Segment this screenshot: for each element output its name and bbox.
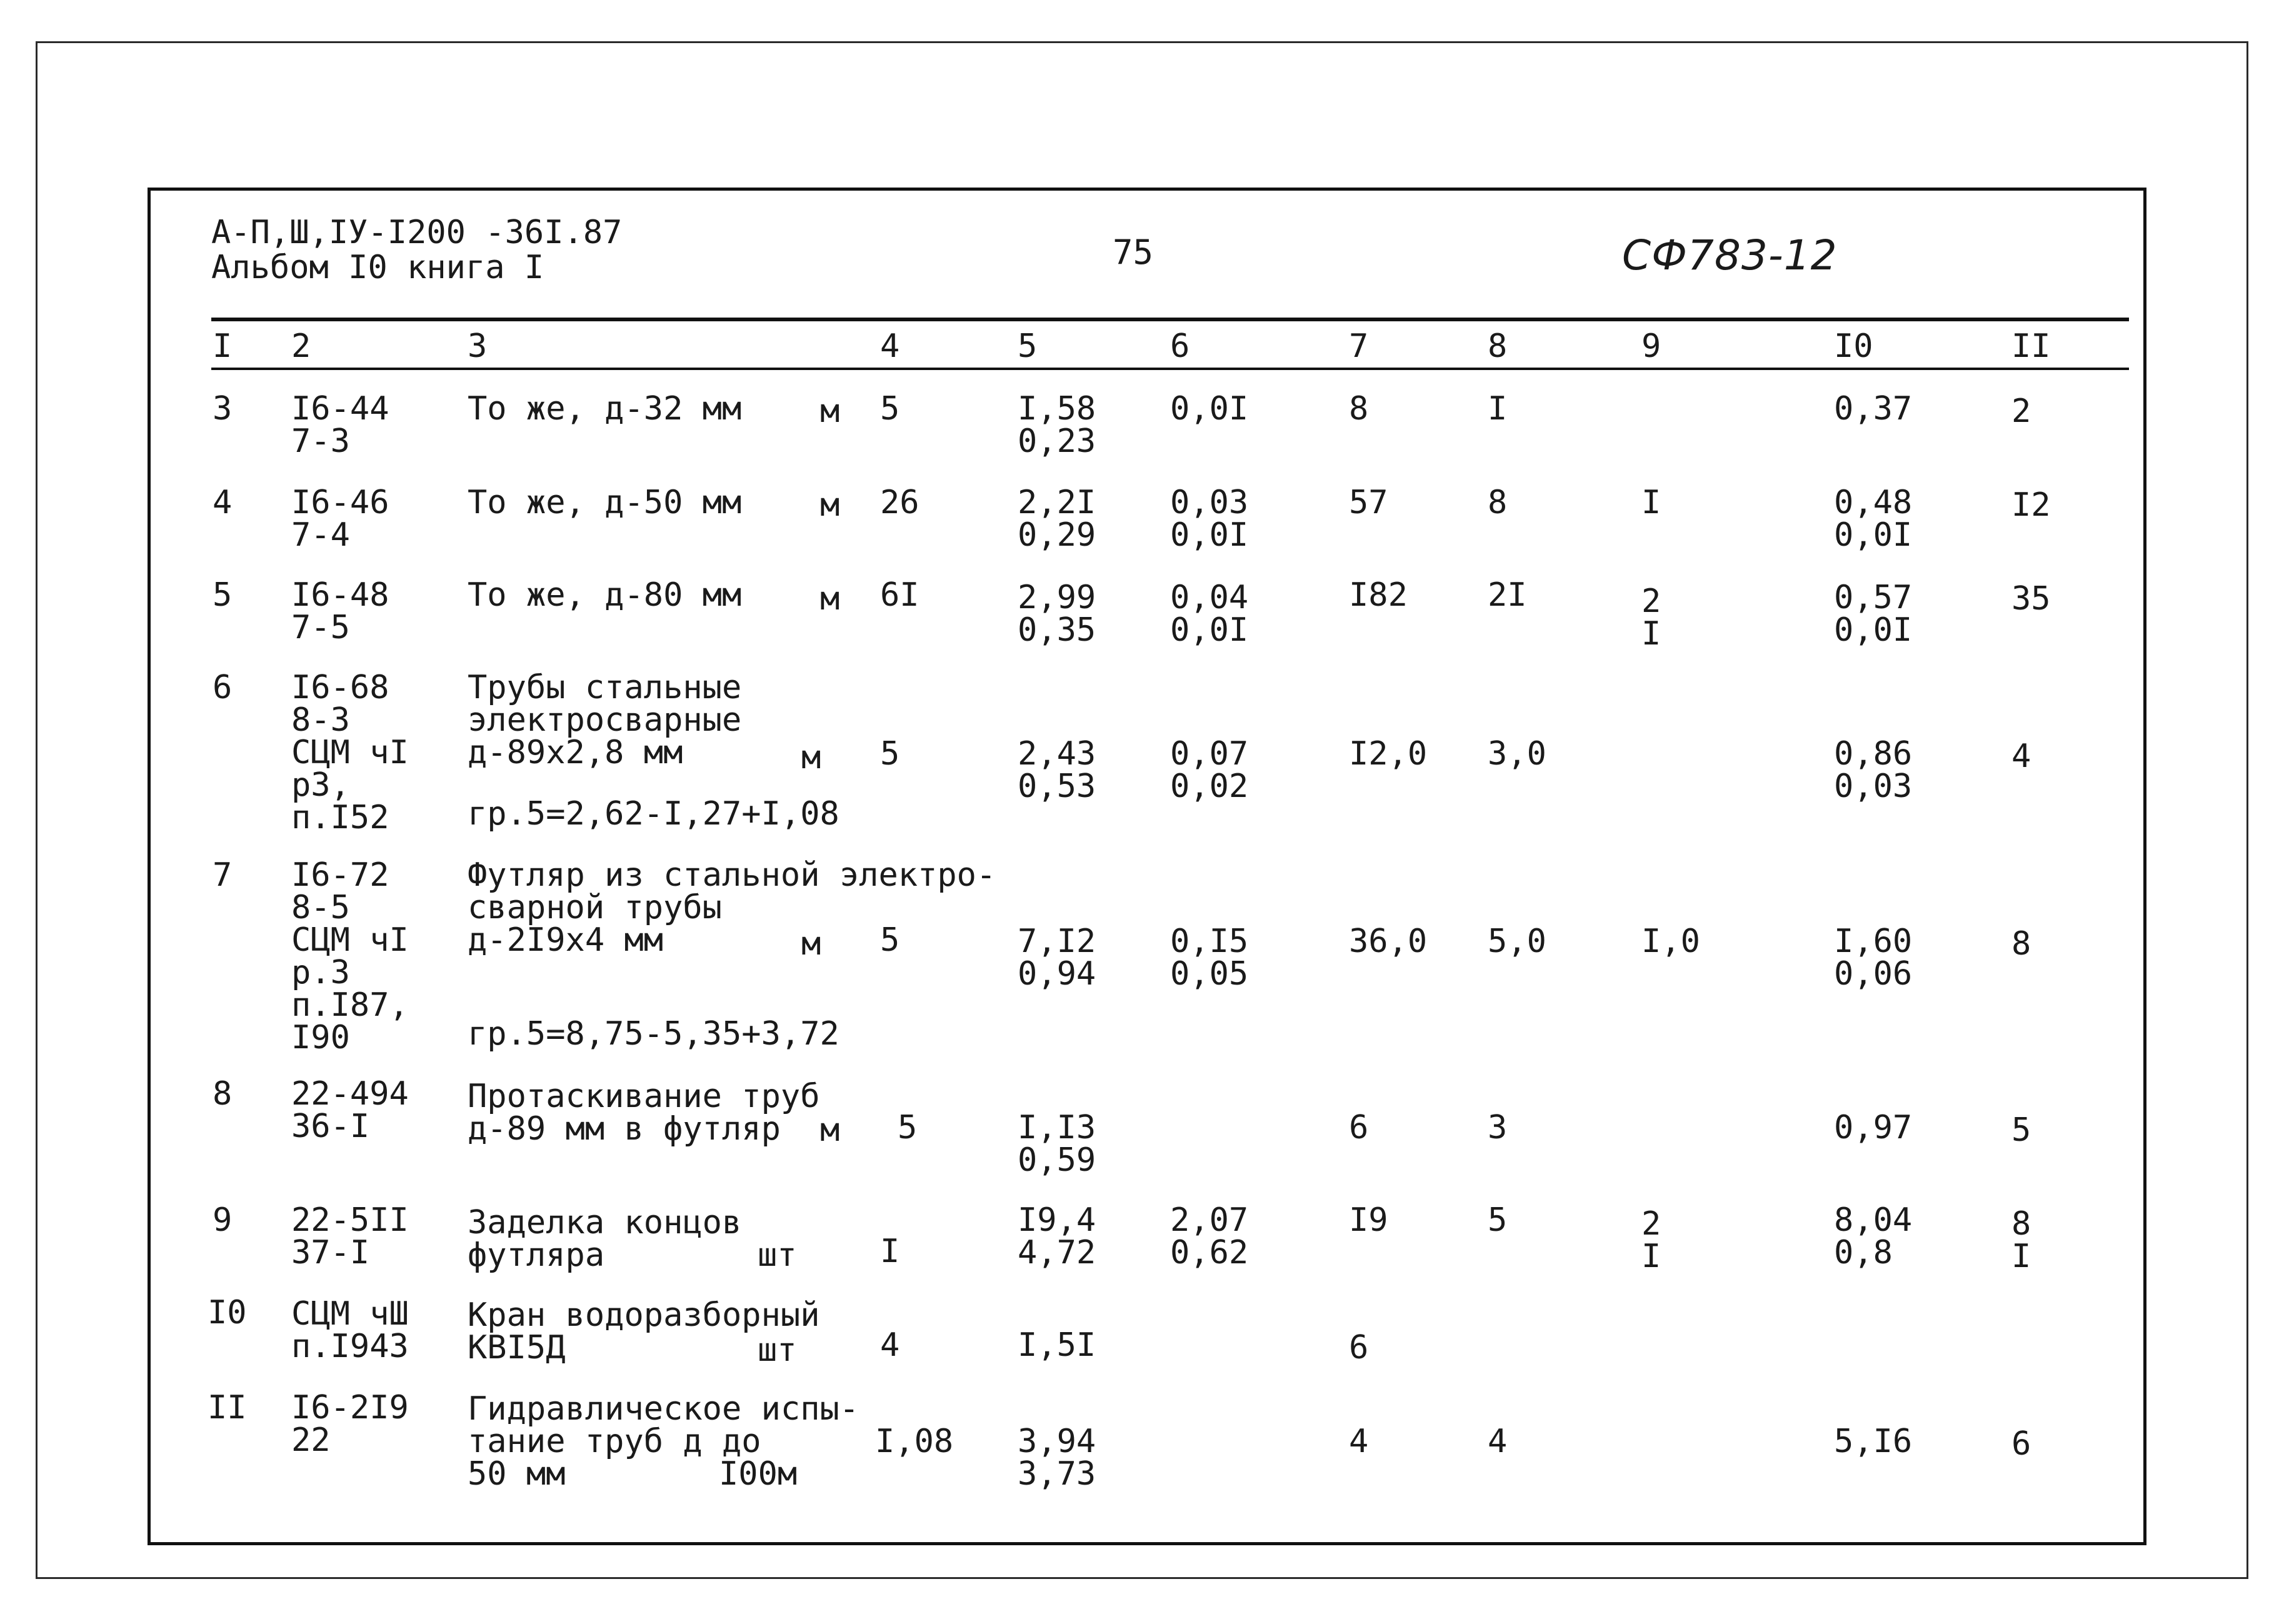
quantity: 5 [898,1109,918,1146]
work-name: Протаскивание труб д-89 мм в футляр [468,1078,820,1148]
album-label: Альбом I0 книга I [211,249,544,286]
work-name: Гидравлическое испы- тание труб д до 50 мм [468,1390,859,1493]
quantity: 6I [880,576,919,614]
rate-code: I6-72 8-5 СЦМ чI р.3 п.I87, I90 [291,856,409,1056]
rate-code: 22-5II 37-I [291,1201,409,1271]
col5-value: 2,2I 0,29 [1018,484,1096,554]
row-number: 5 [213,576,233,614]
work-name: Заделка концов футляра [468,1204,742,1274]
column-header: II [2011,328,2051,365]
row-number: II [208,1389,247,1426]
col11-value: 5 [2011,1111,2031,1149]
col6-value: 0,03 0,0I [1170,484,1249,554]
unit: м [820,580,840,618]
col10-value: 0,48 0,0I [1834,484,1913,554]
unit: м [801,925,821,963]
row-number: 3 [213,390,233,428]
rate-code: I6-2I9 22 [291,1389,409,1459]
row-number: 7 [213,856,233,894]
col7-value: 8 [1349,390,1369,428]
col6-value: 2,07 0,62 [1170,1201,1249,1271]
col8-value: 3 [1488,1109,1508,1146]
col8-value: 2I [1488,576,1527,614]
col7-value: 4 [1349,1423,1369,1460]
col6-value: 0,07 0,02 [1170,735,1249,805]
col5-value: I,5I [1018,1326,1096,1364]
col11-value: 35 [2011,580,2051,618]
col11-value: 8 [2011,925,2031,963]
col7-value: 36,0 [1349,923,1428,960]
col9-value: 2 I [1641,583,1661,653]
col8-value: 5 [1488,1201,1508,1239]
quantity: I,08 [875,1423,954,1460]
unit: м [801,739,821,776]
calculation-note: гр.5=8,75-5,35+3,72 [468,1015,839,1053]
col8-value: 8 [1488,484,1508,521]
work-name: То же, д-50 мм [468,484,742,521]
col11-value: 2 [2011,393,2031,430]
col11-value: I2 [2011,486,2051,524]
col11-value: 6 [2011,1425,2031,1463]
col8-value: I [1488,390,1508,428]
col5-value: 7,I2 0,94 [1018,923,1096,993]
rate-code: 22-494 36-I [291,1075,409,1145]
rate-code: СЦМ чШ п.I943 [291,1295,409,1365]
col7-value: I2,0 [1349,735,1428,773]
work-name: Футляр из стальной электро- сварной трубы д-2I9х4 мм [468,856,996,959]
table-top-rule [211,318,2129,321]
rate-code: I6-46 7-4 [291,484,389,554]
col5-value: I9,4 4,72 [1018,1201,1096,1271]
rate-code: I6-48 7-5 [291,576,389,646]
row-number: 8 [213,1075,233,1113]
col7-value: 57 [1349,484,1388,521]
column-header: 2 [291,328,311,365]
col10-value: 0,57 0,0I [1834,579,1913,649]
col11-value: 8 I [2011,1205,2031,1275]
col5-value: 2,99 0,35 [1018,579,1096,649]
quantity: 26 [880,484,919,521]
column-header: 9 [1641,328,1661,365]
row-number: 4 [213,484,233,521]
work-name: То же, д-80 мм [468,576,742,614]
row-number: 9 [213,1201,233,1239]
work-name: Кран водоразборный КВI5Д [468,1296,820,1366]
column-header: 7 [1349,328,1369,365]
unit: шт [758,1236,797,1274]
col10-value: 0,86 0,03 [1834,735,1913,805]
col6-value: 0,I5 0,05 [1170,923,1249,993]
col8-value: 4 [1488,1423,1508,1460]
document-designation: А-П,Ш,IУ-I200 -36I.87 [211,214,623,251]
unit: I00м [719,1455,798,1493]
row-number: 6 [213,669,233,706]
col11-value: 4 [2011,738,2031,775]
unit: м [820,1111,840,1149]
page-number: 75 [1113,233,1154,272]
quantity: 5 [880,921,900,959]
unit: м [820,486,840,524]
col6-value: 0,0I [1170,390,1249,428]
work-name: То же, д-32 мм [468,390,742,428]
sheet-code: СФ783-12 [1622,231,1838,279]
quantity: 5 [880,735,900,773]
col10-value: 0,97 [1834,1109,1913,1146]
col8-value: 3,0 [1488,735,1546,773]
col9-value: I [1641,484,1661,521]
column-header: 5 [1018,328,1038,365]
col5-value: I,I3 0,59 [1018,1109,1096,1179]
column-header: I [213,328,233,365]
col7-value: I9 [1349,1201,1388,1239]
quantity: I [880,1233,900,1270]
col7-value: 6 [1349,1109,1369,1146]
rate-code: I6-68 8-3 СЦМ чI р3, п.I52 [291,669,409,836]
calculation-note: гр.5=2,62-I,27+I,08 [468,795,839,833]
column-header-rule [211,368,2129,370]
col10-value: 8,04 0,8 [1834,1201,1913,1271]
col8-value: 5,0 [1488,923,1546,960]
unit: м [820,393,840,430]
col5-value: 3,94 3,73 [1018,1423,1096,1493]
col10-value: I,60 0,06 [1834,923,1913,993]
col10-value: 5,I6 [1834,1423,1913,1460]
col7-value: 6 [1349,1329,1369,1366]
quantity: 4 [880,1326,900,1364]
col5-value: I,58 0,23 [1018,390,1096,460]
col10-value: 0,37 [1834,390,1913,428]
col5-value: 2,43 0,53 [1018,735,1096,805]
column-header: 3 [468,328,488,365]
rate-code: I6-44 7-3 [291,390,389,460]
work-name: Трубы стальные электросварные д-89х2,8 мм [468,669,742,771]
column-header: 8 [1488,328,1508,365]
column-header: I0 [1834,328,1873,365]
column-header: 4 [880,328,900,365]
col6-value: 0,04 0,0I [1170,579,1249,649]
quantity: 5 [880,390,900,428]
col7-value: I82 [1349,576,1408,614]
col9-value: 2 I [1641,1205,1661,1275]
row-number: I0 [208,1294,247,1331]
column-header: 6 [1170,328,1190,365]
unit: шт [758,1331,797,1369]
col9-value: I,0 [1641,923,1700,960]
